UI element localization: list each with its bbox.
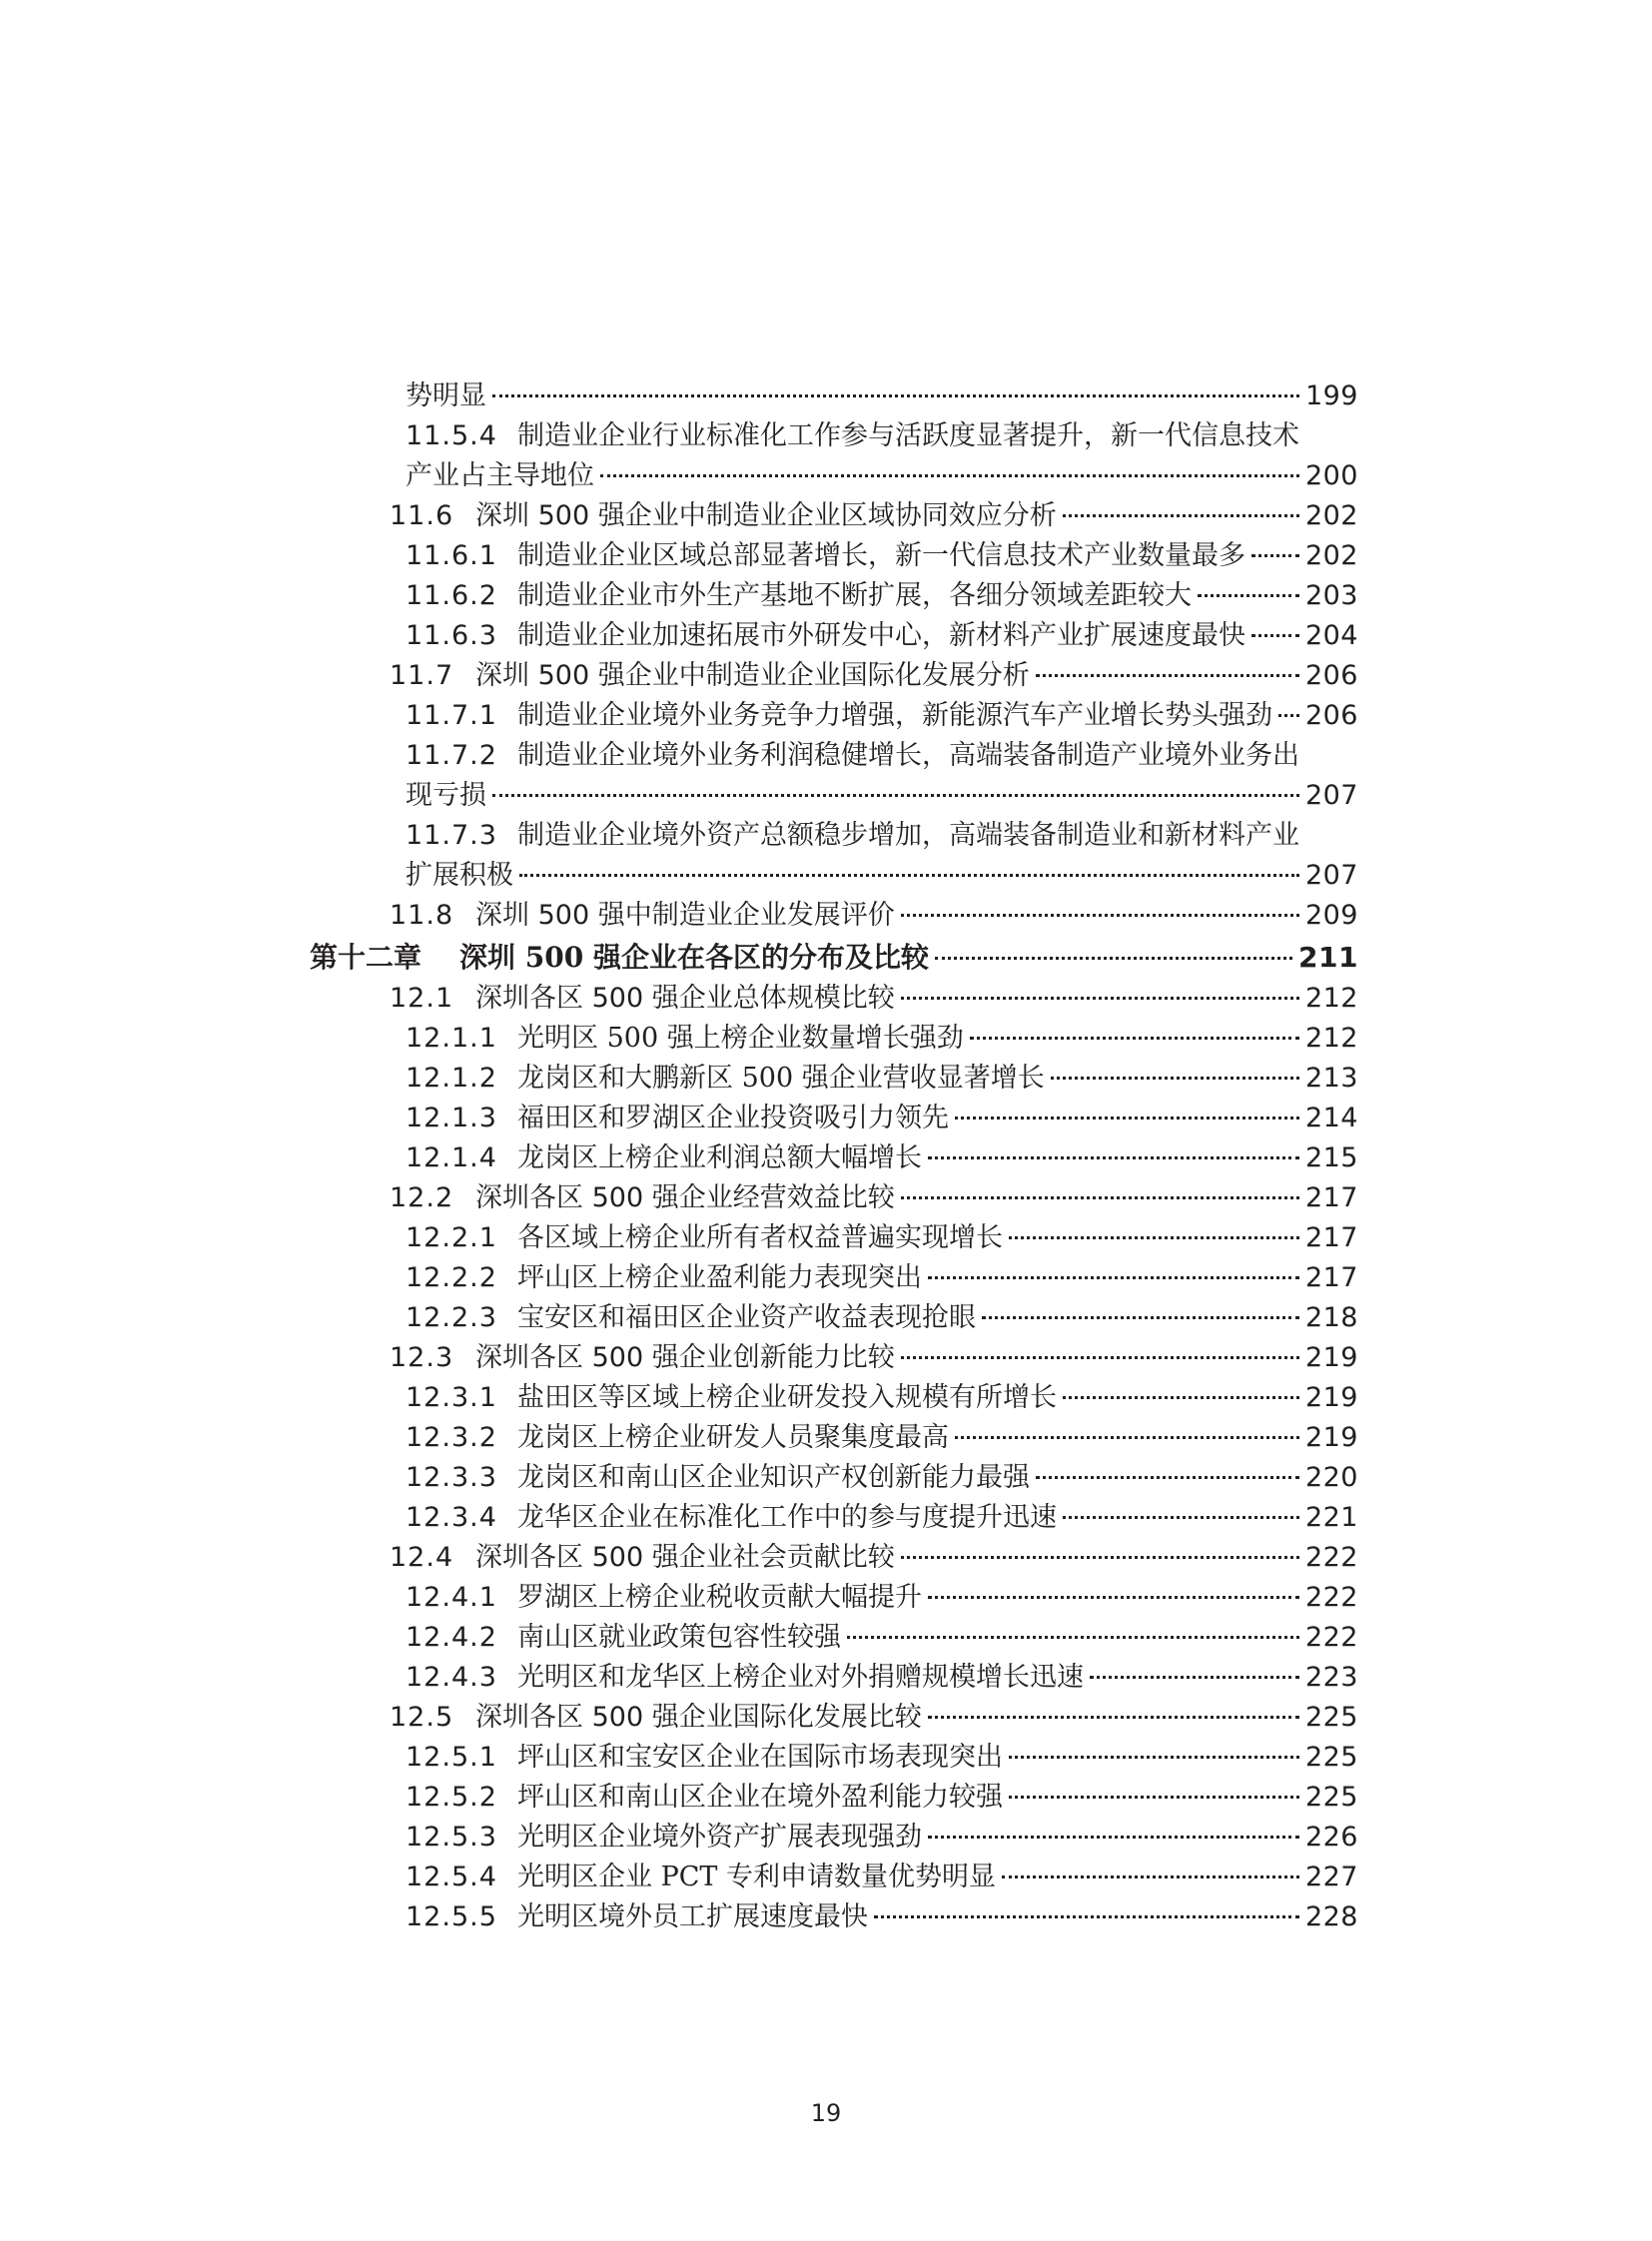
toc-entry-title: 各区域上榜企业所有者权益普遍实现增长 [517,1222,1003,1253]
toc-entry-page: 219 [1304,1342,1358,1373]
toc-entry-page: 222 [1304,1582,1358,1613]
toc-entry-page: 222 [1304,1622,1358,1653]
toc-entry-number: 12.2.1 [406,1222,497,1253]
toc-entry[interactable] [310,1019,1358,1059]
dot-leader [901,914,1299,917]
dot-leader [928,1836,1299,1839]
toc-entry-title: 龙岗区上榜企业研发人员聚集度最高 [517,1422,949,1453]
toc-entry-page: 218 [1304,1302,1358,1333]
dot-leader [1278,714,1299,717]
toc-entry-title: 深圳各区 500 强企业总体规模比较 [475,983,895,1014]
toc-entry[interactable] [310,1738,1358,1778]
dot-leader [1002,1875,1299,1878]
toc-entry[interactable] [310,1099,1358,1138]
dot-leader [955,1436,1299,1439]
dot-leader [970,1037,1299,1040]
toc-entry-title: 光明区企业境外资产扩展表现强劲 [517,1822,922,1853]
toc-entry-number: 12.1.3 [406,1103,497,1133]
toc-entry-page: 225 [1304,1782,1358,1813]
toc-entry-page: 212 [1304,983,1358,1014]
toc-entry-page: 212 [1304,1023,1358,1054]
toc-entry-title: 制造业企业境外资产总额稳步增加，高端装备制造业和新材料产业 [517,820,1299,851]
toc-entry-number: 12.5.1 [406,1742,497,1773]
toc-entry-page: 206 [1304,700,1358,731]
dot-leader [928,1716,1299,1719]
toc-entry[interactable] [310,1138,1358,1178]
toc-entry-number: 11.6.2 [406,580,497,611]
toc-entry-title: 深圳各区 500 强企业创新能力比较 [475,1342,895,1373]
toc-entry-title: 光明区 500 强上榜企业数量增长强劲 [517,1023,964,1054]
toc-entry-page: 221 [1304,1502,1358,1533]
toc-entry-title: 制造业企业区域总部显著增长，新一代信息技术产业数量最多 [517,540,1245,571]
toc-entry-title: 坪山区和宝安区企业在国际市场表现突出 [517,1742,1003,1773]
toc-entry-title: 现亏损 [406,780,486,811]
toc-entry-page: 202 [1304,500,1358,531]
dot-leader [1251,554,1299,557]
toc-entry-page: 204 [1304,620,1358,651]
dot-leader [600,474,1299,477]
dot-leader [1063,1396,1299,1399]
toc-entry[interactable] [310,696,1358,736]
toc-entry-number: 12.3.2 [406,1422,497,1453]
dot-leader [1198,594,1299,597]
toc-entry-page: 217 [1304,1222,1358,1253]
toc-entry[interactable] [310,1338,1358,1378]
toc-entry-number: 12.1.1 [406,1023,497,1054]
toc-entry-page: 200 [1304,460,1358,491]
toc-entry-title: 盐田区等区域上榜企业研发投入规模有所增长 [517,1382,1057,1413]
dot-leader [1063,514,1299,517]
toc-entry-title: 南山区就业政策包容性较强 [517,1622,841,1653]
toc-entry[interactable] [310,656,1358,696]
toc-entry[interactable] [310,1059,1358,1099]
toc-entry-number: 12.5.5 [406,1901,497,1932]
toc-entry-number: 12.3.4 [406,1502,497,1533]
toc-entry[interactable] [310,776,1358,816]
toc-entry-title: 宝安区和福田区企业资产收益表现抢眼 [517,1302,976,1333]
dot-leader [928,1596,1299,1599]
toc-entry-page: 225 [1304,1742,1358,1773]
toc-entry-page: 215 [1304,1142,1358,1173]
toc-entry[interactable] [310,1818,1358,1858]
toc-entry[interactable] [310,856,1358,896]
dot-leader [1009,1756,1299,1759]
toc-entry-number: 12.5.2 [406,1782,497,1813]
toc-entry-page: 213 [1304,1063,1358,1094]
toc-entry-title: 深圳各区 500 强企业社会贡献比较 [475,1542,895,1573]
toc-entry-title: 坪山区和南山区企业在境外盈利能力较强 [517,1782,1003,1813]
dot-leader [492,394,1299,397]
toc-entry[interactable] [310,1458,1358,1498]
toc-entry-page: 214 [1304,1103,1358,1133]
toc-entry-number: 12.4 [390,1542,454,1573]
toc-entry-title: 制造业企业市外生产基地不断扩展，各细分领域差距较大 [517,580,1192,611]
toc-entry-page: 203 [1304,580,1358,611]
toc-entry-title: 势明显 [406,380,486,411]
toc-entry[interactable] [310,736,1358,776]
toc-entry-number: 12.5.4 [406,1862,497,1892]
toc-entry[interactable] [310,1778,1358,1818]
toc-entry-number: 11.7.3 [406,820,497,851]
dot-leader [935,957,1292,960]
toc-entry[interactable] [310,456,1358,496]
dot-leader [874,1915,1299,1918]
toc-entry-number: 12.3.3 [406,1462,497,1493]
toc-entry[interactable] [310,979,1358,1019]
toc-entry[interactable] [310,1498,1358,1538]
toc-entry[interactable] [310,1658,1358,1698]
toc-entry-page: 209 [1304,900,1358,931]
toc-entry[interactable] [310,1538,1358,1578]
toc-entry-title: 光明区和龙华区上榜企业对外捐赠规模增长迅速 [517,1662,1084,1693]
toc-entry-title: 产业占主导地位 [406,460,594,491]
toc-entry-number: 12.3 [390,1342,454,1373]
toc-entry-number: 12.2.3 [406,1302,497,1333]
toc-entry-title: 龙岗区上榜企业利润总额大幅增长 [517,1142,922,1173]
toc-entry-title: 深圳 500 强企业中制造业企业区域协同效应分析 [475,500,1057,531]
toc-entry-page: 207 [1304,860,1358,891]
toc-entry-number: 11.7 [390,660,454,691]
toc-entry[interactable] [310,1578,1358,1618]
toc-entry-page: 222 [1304,1542,1358,1573]
toc-entry[interactable] [310,376,1358,416]
toc-entry-number: 12.5 [390,1702,454,1733]
dot-leader [901,1196,1299,1199]
table-of-contents [310,376,1358,1937]
dot-leader [492,794,1299,797]
toc-entry[interactable] [310,896,1358,936]
toc-entry-number: 12.4.1 [406,1582,497,1613]
toc-entry[interactable] [310,496,1358,536]
toc-entry-title: 福田区和罗湖区企业投资吸引力领先 [517,1103,949,1133]
toc-entry-number: 12.1.4 [406,1142,497,1173]
toc-entry[interactable] [310,1618,1358,1658]
toc-entry-title: 深圳各区 500 强企业经营效益比较 [475,1182,895,1213]
toc-entry-number: 11.6 [390,500,454,531]
toc-entry-number: 11.8 [390,900,454,931]
toc-entry-number: 12.1 [390,983,454,1014]
toc-entry-page: 219 [1304,1382,1358,1413]
toc-entry-number: 11.7.1 [406,700,497,731]
toc-entry-number: 12.2.2 [406,1262,497,1293]
toc-entry-title: 光明区境外员工扩展速度最快 [517,1901,868,1932]
toc-entry-title: 龙岗区和南山区企业知识产权创新能力最强 [517,1462,1030,1493]
dot-leader [982,1316,1299,1319]
toc-entry-title: 制造业企业境外业务利润稳健增长，高端装备制造产业境外业务出 [517,740,1299,771]
toc-entry[interactable] [310,936,1358,979]
toc-entry-title: 制造业企业加速拓展市外研发中心，新材料产业扩展速度最快 [517,620,1245,651]
dot-leader [901,1356,1299,1359]
toc-entry-number: 12.4.2 [406,1622,497,1653]
toc-entry-title: 深圳 500 强企业在各区的分布及比较 [459,941,929,974]
dot-leader [1251,634,1299,637]
toc-entry-page: 202 [1304,540,1358,571]
toc-entry-page: 227 [1304,1862,1358,1892]
dot-leader [1063,1516,1299,1519]
toc-entry-page: 199 [1304,380,1358,411]
toc-entry-number: 11.6.1 [406,540,497,571]
toc-entry-number: 12.2 [390,1182,454,1213]
dot-leader [1036,674,1299,677]
toc-entry-page: 225 [1304,1702,1358,1733]
dot-leader [1009,1796,1299,1799]
toc-entry-page: 220 [1304,1462,1358,1493]
toc-entry-page: 217 [1304,1262,1358,1293]
toc-entry-title: 制造业企业行业标准化工作参与活跃度显著提升，新一代信息技术 [517,420,1299,451]
toc-entry-number: 12.3.1 [406,1382,497,1413]
dot-leader [1036,1476,1299,1479]
toc-entry[interactable] [310,1897,1358,1937]
toc-entry[interactable] [310,1258,1358,1298]
toc-entry-title: 坪山区上榜企业盈利能力表现突出 [517,1262,922,1293]
toc-entry[interactable] [310,1178,1358,1218]
toc-entry-title: 龙华区企业在标准化工作中的参与度提升迅速 [517,1502,1057,1533]
toc-entry-page: 223 [1304,1662,1358,1693]
toc-entry-page: 217 [1304,1182,1358,1213]
toc-entry[interactable] [310,616,1358,656]
toc-entry-number: 11.6.3 [406,620,497,651]
dot-leader [901,997,1299,1000]
toc-entry-title: 制造业企业境外业务竞争力增强，新能源汽车产业增长势头强劲 [517,700,1272,731]
toc-entry[interactable] [310,576,1358,616]
toc-entry[interactable] [310,1418,1358,1458]
dot-leader [1090,1676,1299,1679]
toc-entry-page: 206 [1304,660,1358,691]
toc-entry[interactable] [310,816,1358,856]
toc-entry-page: 219 [1304,1422,1358,1453]
dot-leader [955,1117,1299,1120]
toc-entry-title: 扩展积极 [406,860,513,891]
toc-entry[interactable] [310,1218,1358,1258]
toc-entry-title: 龙岗区和大鹏新区 500 强企业营收显著增长 [517,1063,1045,1094]
toc-entry[interactable] [310,536,1358,576]
toc-entry-page: 207 [1304,780,1358,811]
toc-entry-title: 罗湖区上榜企业税收贡献大幅提升 [517,1582,922,1613]
dot-leader [901,1556,1299,1559]
toc-entry-title: 光明区企业 PCT 专利申请数量优势明显 [517,1862,996,1892]
toc-entry-page: 226 [1304,1822,1358,1853]
dot-leader [1009,1236,1299,1239]
toc-entry-number: 12.5.3 [406,1822,497,1853]
toc-entry[interactable] [310,1858,1358,1897]
toc-entry-page: 211 [1298,941,1358,974]
toc-entry[interactable] [310,416,1358,456]
toc-entry-number: 11.5.4 [406,420,497,451]
toc-entry-number: 12.4.3 [406,1662,497,1693]
toc-entry-number: 第十二章 [310,941,422,974]
toc-entry[interactable] [310,1698,1358,1738]
toc-entry[interactable] [310,1298,1358,1338]
toc-entry[interactable] [310,1378,1358,1418]
toc-entry-page: 228 [1304,1901,1358,1932]
page-number: 19 [810,2099,842,2127]
dot-leader [1051,1077,1299,1080]
dot-leader [847,1636,1299,1639]
toc-entry-number: 11.7.2 [406,740,497,771]
toc-entry-title: 深圳 500 强企业中制造业企业国际化发展分析 [475,660,1030,691]
toc-entry-number: 12.1.2 [406,1063,497,1094]
toc-entry-title: 深圳 500 强中制造业企业发展评价 [475,900,895,931]
dot-leader [928,1156,1299,1159]
toc-entry-title: 深圳各区 500 强企业国际化发展比较 [475,1702,922,1733]
dot-leader [928,1276,1299,1279]
dot-leader [519,874,1299,877]
